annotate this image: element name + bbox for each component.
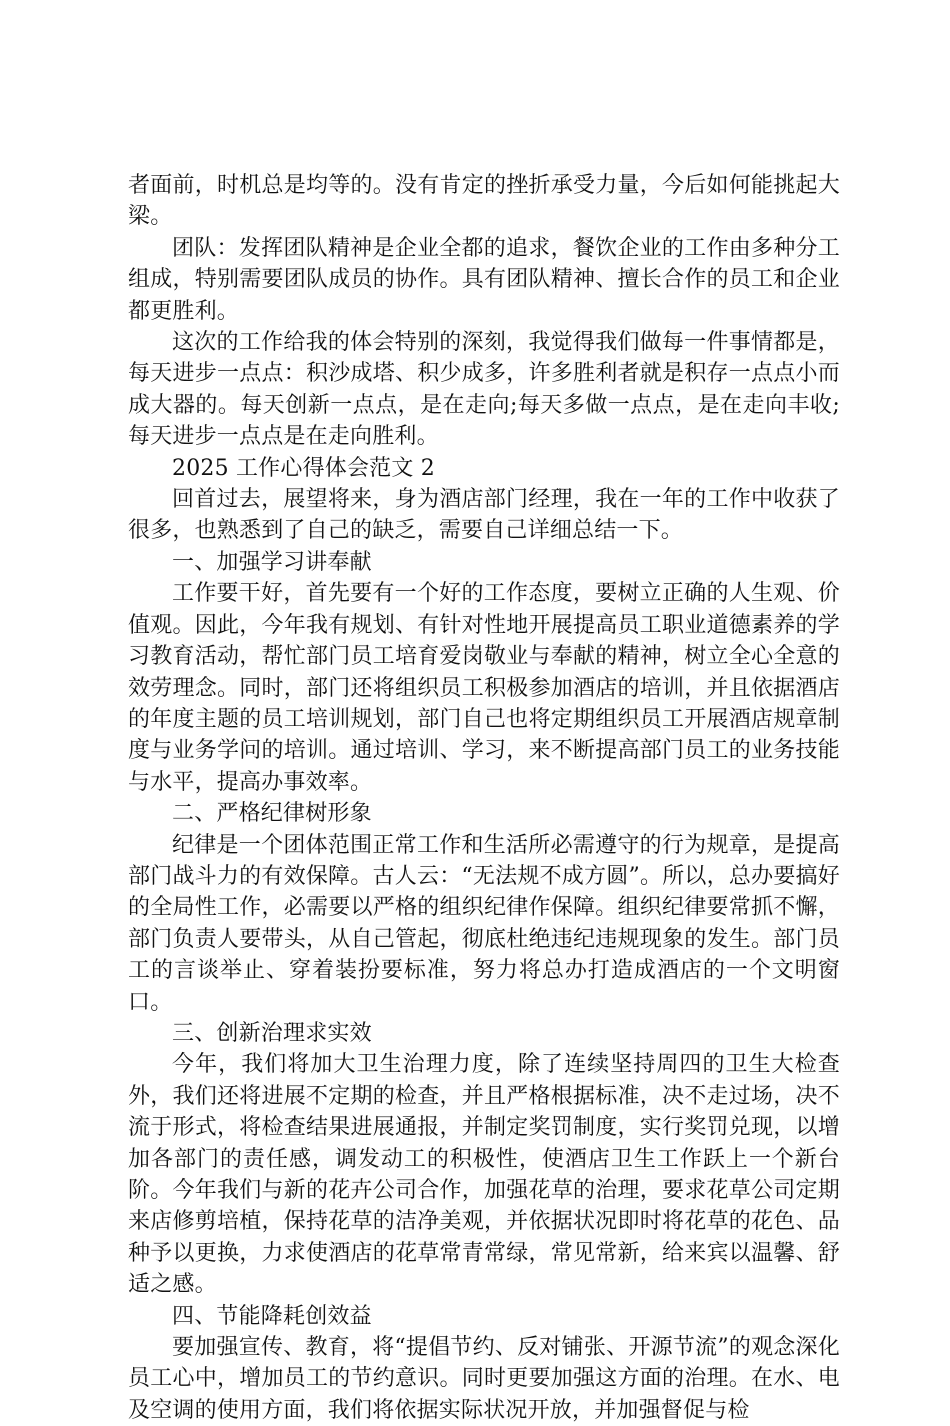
paragraph: 团队：发挥团队精神是企业全都的追求，餐饮企业的工作由多种分工组成，特别需要团队成员的协作。具有团队精神、擅长合作的员工和企业都更胜利。 bbox=[128, 235, 840, 324]
section-heading: 三、创新治理求实效 bbox=[172, 1020, 372, 1046]
section-title: 2025 工作心得体会范文 2 bbox=[172, 455, 435, 481]
section-heading: 二、严格纪律树形象 bbox=[172, 801, 372, 827]
paragraph: 者面前，时机总是均等的。没有肯定的挫折承受力量，今后如何能挑起大梁。 bbox=[128, 173, 840, 230]
paragraph: 这次的工作给我的体会特别的深刻，我觉得我们做每一件事情都是，每天进步一点点：积沙成塔、积少成多，许多胜利者就是积存一点点小而成大器的。每天创新一点点，是在走向;每天多做一点点，是在走向丰收;每天进步一点点是在走向胜利。 bbox=[128, 330, 840, 450]
paragraph: 要加强宣传、教育，将“提倡节约、反对铺张、开源节流”的观念深化员工心中，增加员工的节约意识。同时更要加强这方面的治理。在水、电及空调的使用方面，我们将依据实际状况开放，并加强督促与检 bbox=[128, 1335, 840, 1423]
paragraph: 工作要干好，首先要有一个好的工作态度，要树立正确的人生观、价值观。因此，今年我有规划、有针对性地开展提高员工职业道德素养的学习教育活动，帮忙部门员工培育爱岗敬业与奉献的精神，树立全心全意的效劳理念。同时，部门还将组织员工积极参加酒店的培训，并且依据酒店的年度主题的员工培训规划，部门自己也将定期组织员工开展酒店规章制度与业务学问的培训。通过培训、学习，来不断提高部门员工的业务技能与水平，提高办事效率。 bbox=[128, 581, 840, 795]
document-body bbox=[128, 170, 840, 1426]
section-heading: 四、节能降耗创效益 bbox=[172, 1303, 372, 1329]
paragraph: 纪律是一个团体范围正常工作和生活所必需遵守的行为规章，是提高部门战斗力的有效保障。古人云：“无法规不成方圆”。所以，总办要搞好的全局性工作，必需要以严格的组织纪律作保障。组织纪律要常抓不懈，部门负责人要带头，从自己管起，彻底杜绝违纪违规现象的发生。部门员工的言谈举止、穿着装扮要标准，努力将总办打造成酒店的一个文明窗口。 bbox=[128, 832, 840, 1015]
section-heading: 一、加强学习讲奉献 bbox=[172, 549, 372, 575]
paragraph: 今年，我们将加大卫生治理力度，除了连续坚持周四的卫生大检查外，我们还将进展不定期的检查，并且严格根据标准，决不走过场，决不流于形式，将检查结果进展通报，并制定奖罚制度，实行奖罚兑现，以增加各部门的责任感，调发动工的积极性，使酒店卫生工作跃上一个新台阶。今年我们与新的花卉公司合作，加强花草的治理，要求花草公司定期来店修剪培植，保持花草的洁净美观，并依据状况即时将花草的花色、品种予以更换，力求使酒店的花草常青常绿，常见常新，给来宾以温馨、舒适之感。 bbox=[128, 1052, 840, 1298]
paragraph: 回首过去，展望将来，身为酒店部门经理，我在一年的工作中收获了很多，也熟悉到了自己的缺乏，需要自己详细总结一下。 bbox=[128, 487, 840, 544]
